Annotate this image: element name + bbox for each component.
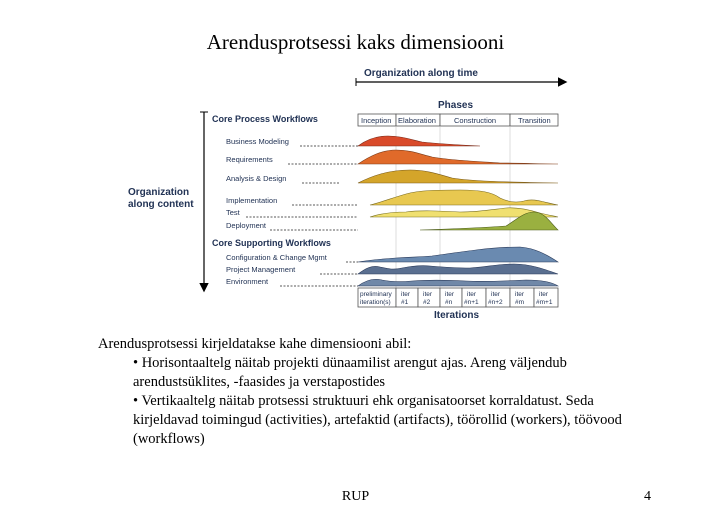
iteration-cell: iter bbox=[423, 291, 433, 298]
iteration-cell: iter bbox=[401, 291, 411, 298]
iteration-cell: iter bbox=[445, 291, 455, 298]
core-supporting-label: Core Supporting Workflows bbox=[212, 238, 331, 248]
phase-elaboration: Elaboration bbox=[398, 116, 436, 125]
body-text bbox=[98, 335, 658, 449]
phase-inception: Inception bbox=[361, 116, 392, 125]
iteration-cell: iter bbox=[515, 291, 525, 298]
iteration-cell: #m bbox=[515, 299, 525, 306]
workflow-config: Configuration & Change Mgmt bbox=[226, 253, 327, 262]
slide-title: Arendusprotsessi kaks dimensiooni bbox=[206, 30, 505, 54]
phase-header bbox=[358, 114, 558, 126]
iteration-row bbox=[358, 288, 558, 307]
iteration-cell: #1 bbox=[401, 299, 409, 306]
iteration-cell: #n bbox=[445, 299, 453, 306]
bullet-horizontal-axis: • Horisontaaltelg näitab projekti dünaamilist arengut ajas. Areng väljendub arendustsüklites, -faasides ja verstapostides bbox=[133, 355, 567, 390]
org-content-label-2: along content bbox=[128, 199, 194, 210]
page-number: 4 bbox=[644, 489, 651, 504]
core-process-label: Core Process Workflows bbox=[212, 114, 318, 124]
iteration-cell: preliminary bbox=[360, 291, 392, 298]
workflow-requirements: Requirements bbox=[226, 155, 273, 164]
phase-transition: Transition bbox=[518, 116, 551, 125]
hump-analysis-design bbox=[358, 170, 558, 183]
hump-project-mgmt bbox=[358, 264, 558, 274]
hump-business-modeling bbox=[358, 136, 480, 146]
iteration-cell: iter bbox=[467, 291, 477, 298]
rup-process-diagram bbox=[120, 62, 570, 324]
iteration-cell: iter bbox=[491, 291, 501, 298]
workflow-deployment: Deployment bbox=[226, 221, 267, 230]
iteration-cell: #n+1 bbox=[464, 299, 479, 306]
iterations-label: Iterations bbox=[434, 310, 480, 321]
hump-environment bbox=[358, 279, 558, 286]
body-intro: Arendusprotsessi kirjeldatakse kahe dimensiooni abil: bbox=[98, 336, 412, 352]
iteration-cell: #2 bbox=[423, 299, 431, 306]
hump-config bbox=[358, 247, 558, 262]
org-content-label-1: Organization bbox=[128, 187, 190, 198]
hump-implementation bbox=[370, 190, 558, 205]
iteration-cell: #n+2 bbox=[488, 299, 503, 306]
org-time-label: Organization along time bbox=[364, 68, 478, 79]
iteration-cell: iter bbox=[539, 291, 549, 298]
phase-construction: Construction bbox=[454, 116, 497, 125]
phases-label: Phases bbox=[438, 100, 474, 111]
workflow-environment: Environment bbox=[226, 277, 269, 286]
bullet-vertical-axis: • Vertikaaltelg näitab protsessi struktuuri ehk organisatoorset korraldatust. Seda kirjeldavad toimingud (activities), artefaktid (artifacts), töörollid (workers), töövood (workflows) bbox=[133, 393, 622, 447]
footer-label: RUP bbox=[341, 489, 370, 504]
workflow-project-mgmt: Project Management bbox=[226, 265, 296, 274]
workflow-analysis-design: Analysis & Design bbox=[226, 174, 287, 183]
iteration-cell: #m+1 bbox=[536, 299, 553, 306]
workflow-test: Test bbox=[226, 208, 240, 217]
iteration-cell: iteration(s) bbox=[360, 299, 391, 306]
hump-requirements bbox=[358, 150, 558, 164]
workflow-business-modeling: Business Modeling bbox=[226, 137, 289, 146]
workflow-implementation: Implementation bbox=[226, 196, 278, 205]
